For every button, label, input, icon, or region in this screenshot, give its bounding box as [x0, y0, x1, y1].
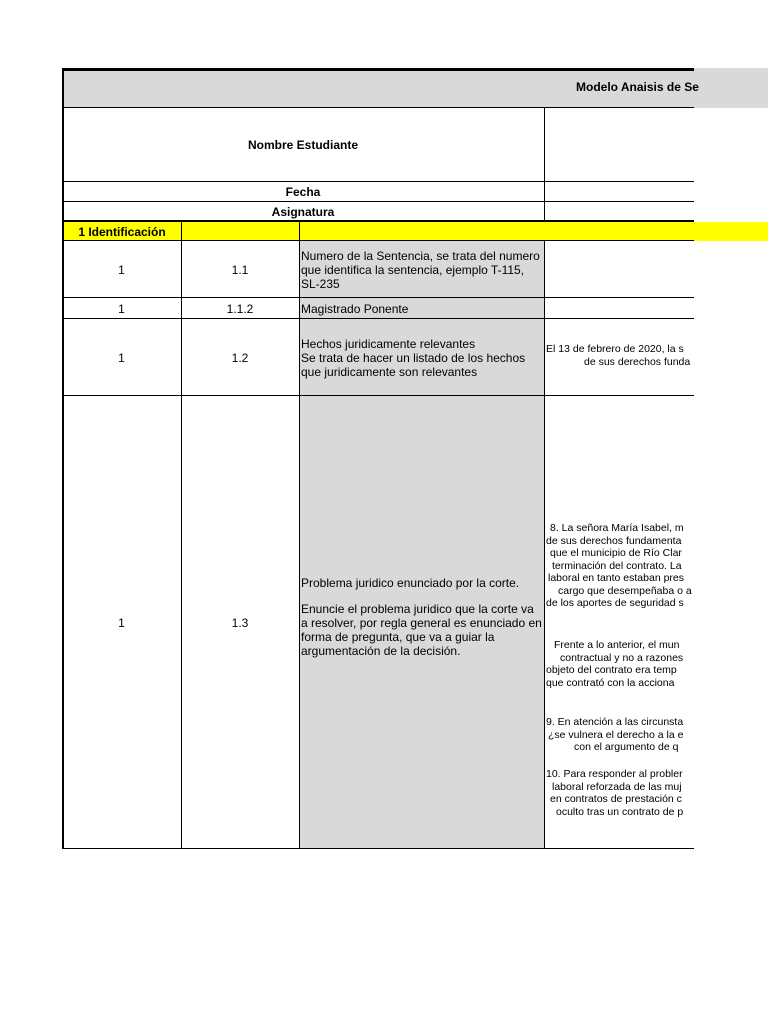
sheet-title: Modelo Anaisis de Se [576, 80, 699, 94]
grid-line [62, 395, 694, 396]
row-1-1-2-col1: 1 [118, 301, 125, 316]
grid-line [62, 107, 694, 108]
grid-line [544, 241, 545, 849]
grid-line [62, 240, 694, 241]
date-value[interactable] [544, 182, 694, 202]
sheet-title-row [62, 68, 699, 108]
row-1-3-col1: 1 [118, 615, 125, 630]
grid-line [181, 222, 182, 849]
row-1-2-answer[interactable]: El 13 de febrero de 2020, la s de sus derechos funda [546, 343, 691, 368]
subject-value[interactable] [544, 202, 694, 222]
answer-paragraph-9: 9. En atención a las circunsta ¿se vulnera el derecho a la e con el argumento de q [546, 716, 684, 753]
row-1-2-description: Hechos juridicamente relevantes Se trata de hacer un listado de los hechos que juridicamente son relevantes [299, 319, 544, 396]
row-1-1-col2: 1.1 [231, 262, 249, 277]
row-1-3-description: Problema juridico enunciado por la corte. Enuncie el problema juridico que la corte va a resolver, por regla general es enunciado en forma de pregunta, que va a guiar la argumentación de la decisión. [299, 396, 544, 849]
answer-paragraph-8: 8. La señora María Isabel, m de sus derechos fundamenta que el municipio de Río Clar terminación del contrato. La laboral en tanto estaban pres cargo que desempeñaba o a de los aportes de seguridad s [546, 522, 692, 609]
row-1-1-2-description: Magistrado Ponente [299, 298, 544, 319]
date-label: Fecha [285, 185, 321, 199]
grid-line [299, 222, 300, 849]
row-1-1-answer[interactable] [544, 241, 694, 298]
answer-paragraph-frente: Frente a lo anterior, el mun contractual y no a razones objeto del contrato era temp que contrató con la acciona [546, 639, 684, 689]
row-1-1-2-answer[interactable] [544, 298, 694, 319]
grid-line [62, 68, 64, 849]
row-1-3-col2: 1.3 [231, 615, 249, 630]
section-identificacion: 1 Identificación [62, 222, 694, 241]
grid-line [62, 318, 694, 319]
grid-line [62, 68, 694, 71]
row-1-1-2-col2: 1.1.2 [226, 301, 254, 316]
grid-line [62, 201, 694, 202]
subject-label: Asignatura [271, 205, 335, 219]
row-1-1-description: Numero de la Sentencia, se trata del numero que identifica la sentencia, ejemplo T-115, SL-235 [299, 241, 544, 298]
grid-line [62, 181, 694, 182]
row-1-2-col2: 1.2 [231, 350, 249, 365]
grid-line [62, 220, 694, 222]
analysis-sheet [62, 68, 768, 849]
row-1-3-answer[interactable] [544, 396, 694, 849]
row-1-1-col1: 1 [118, 262, 125, 277]
grid-line [62, 848, 694, 849]
student-name-value[interactable] [544, 108, 694, 182]
grid-line [62, 297, 694, 298]
answer-paragraph-10: 10. Para responder al probler laboral reforzada de las muj en contratos de prestación c oculto tras un contrato de p [546, 768, 684, 818]
grid-line [544, 108, 545, 222]
row-1-2-col1: 1 [118, 350, 125, 365]
student-name-label: Nombre Estudiante [247, 138, 358, 152]
